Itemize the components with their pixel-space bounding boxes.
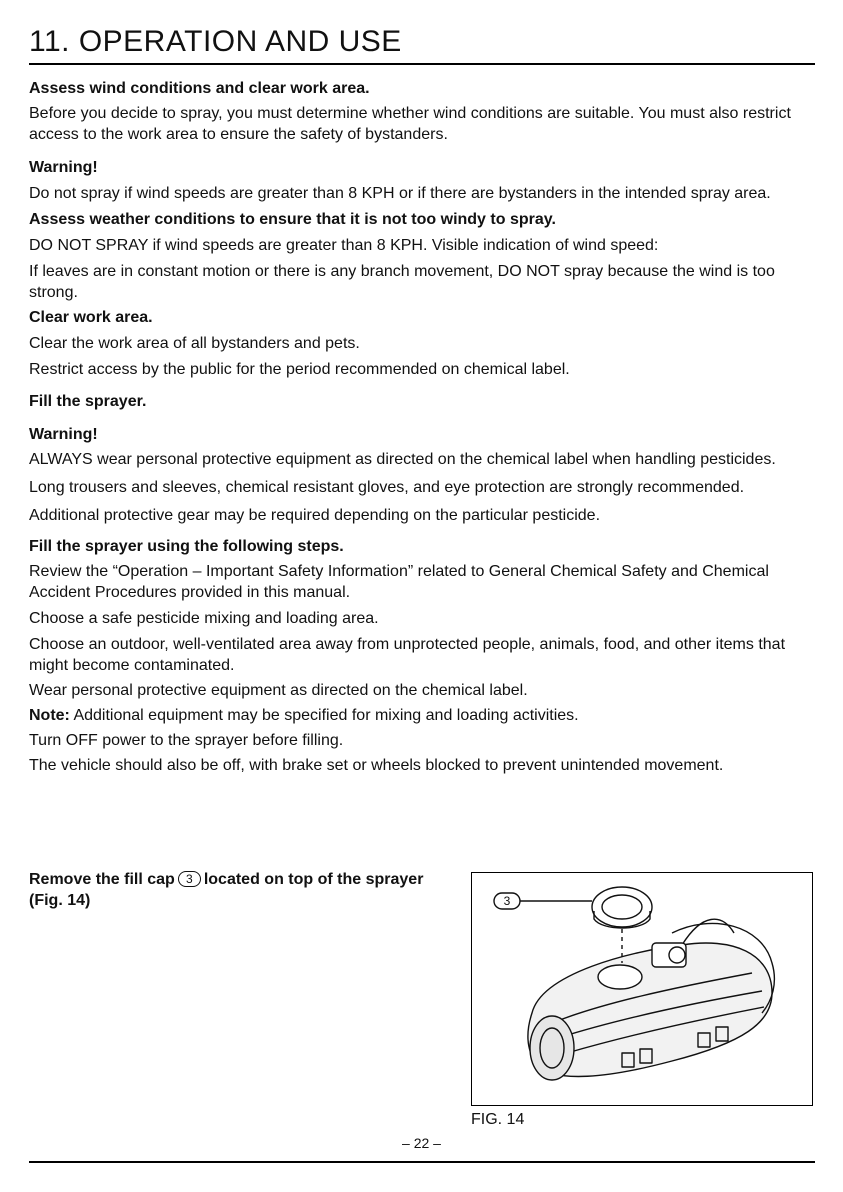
steps-text: Wear personal protective equipment as directed on the chemical label.	[29, 682, 528, 699]
section-heading-clear: Clear work area.	[29, 309, 153, 326]
callout-badge: 3	[178, 871, 201, 887]
wind-intro-text: Before you decide to spray, you must determine whether wind conditions are suitable. You must also restrict access to the work area to ensure the safety of bystanders.	[29, 105, 791, 143]
note-paragraph	[29, 705, 815, 726]
clear-text: Clear the work area of all bystanders and pets.	[29, 335, 360, 352]
steps-text: The vehicle should also be off, with brake set or wheels blocked to prevent unintended movement.	[29, 757, 724, 774]
weather-text: If leaves are in constant motion or there is any branch movement, DO NOT spray because the wind is too strong.	[29, 263, 775, 301]
section-heading-wind: Assess wind conditions and clear work area.	[29, 80, 370, 97]
fill-text: Additional protective gear may be required depending on the particular pesticide.	[29, 507, 601, 524]
weather-text: DO NOT SPRAY if wind speeds are greater than 8 KPH. Visible indication of wind speed:	[29, 237, 659, 254]
steps-text: Choose a safe pesticide mixing and loading area.	[29, 610, 379, 627]
footer-rule	[29, 1161, 815, 1163]
fill-cap-text: Remove the fill cap	[29, 871, 175, 888]
warning-label: Warning!	[29, 159, 98, 176]
section-heading-steps: Fill the sprayer using the following steps.	[29, 538, 344, 555]
section-heading-weather: Assess weather conditions to ensure that it is not too windy to spray.	[29, 211, 556, 228]
figure-caption: FIG. 14	[471, 1111, 525, 1128]
tank-end	[530, 1016, 574, 1080]
fill-opening	[598, 965, 642, 989]
note-label: Note:	[29, 707, 70, 724]
page-title: 11. OPERATION AND USE	[29, 24, 815, 65]
steps-text: Choose an outdoor, well-ventilated area away from unprotected people, animals, food, and other items that might become contaminated.	[29, 636, 786, 674]
clear-text: Restrict access by the public for the period recommended on chemical label.	[29, 361, 570, 378]
sprayer-illustration	[472, 873, 812, 1105]
warning-label: Warning!	[29, 426, 98, 443]
fill-text: Long trousers and sleeves, chemical resistant gloves, and eye protection are strongly recommended.	[29, 479, 745, 496]
fill-cap	[592, 887, 652, 927]
page-number: – 22 –	[402, 1135, 441, 1151]
fill-cap-text: located on top of the sprayer (Fig. 14)	[29, 871, 424, 909]
fill-text: ALWAYS wear personal protective equipment as directed on the chemical label when handling pesticides.	[29, 451, 776, 468]
fill-cap-instruction	[29, 869, 449, 911]
section-heading-fill: Fill the sprayer.	[29, 393, 147, 410]
steps-text: Review the “Operation – Important Safety Information” related to General Chemical Safety and Chemical Accident Procedures provided in this manual.	[29, 563, 769, 601]
wind-warning-text: Do not spray if wind speeds are greater than 8 KPH or if there are bystanders in the intended spray area.	[29, 185, 771, 202]
steps-text: Turn OFF power to the sprayer before filling.	[29, 732, 344, 749]
main-content	[29, 78, 815, 776]
note-text: Additional equipment may be specified for mixing and loading activities.	[69, 707, 579, 724]
figure-sprayer	[471, 872, 813, 1106]
callout-number: 3	[503, 894, 511, 908]
